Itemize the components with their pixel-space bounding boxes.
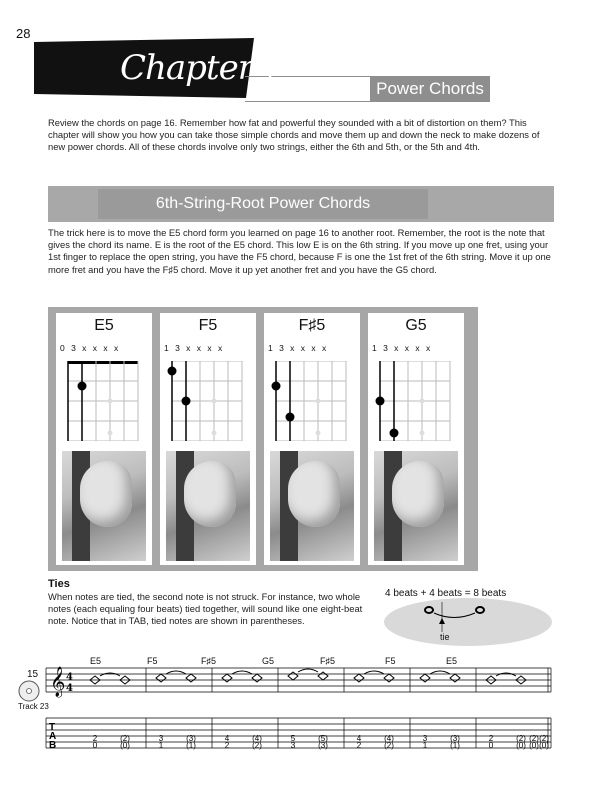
- measure-notes: [90, 669, 526, 684]
- example-number: 15: [27, 669, 39, 680]
- chord-name: F♯5: [298, 317, 326, 334]
- tab-number: 0: [488, 741, 494, 750]
- tab-number: (5): [318, 734, 328, 743]
- tab-number: 3: [290, 741, 296, 750]
- tab-label: T: [49, 722, 56, 733]
- chord-card-f5: [160, 313, 256, 565]
- section-title: 6th-String-Root Power Chords: [98, 189, 428, 219]
- hand-photo: [166, 451, 250, 561]
- tab-number: (3): [186, 734, 196, 743]
- tab-number: 2: [488, 734, 494, 743]
- tab-number: 5: [290, 734, 296, 743]
- tab-number: 2: [356, 741, 362, 750]
- tab-number: (0): [516, 741, 526, 750]
- chord-fingering: 0 3 x x x x: [60, 343, 121, 353]
- tab-number: 3: [158, 734, 164, 743]
- measure-chord-4: G5: [262, 656, 275, 666]
- tab-number: (2): [120, 734, 130, 743]
- measure-chord-3: F♯5: [201, 656, 217, 666]
- chord-diagram: [268, 361, 356, 441]
- tie-equation: 4 beats + 4 beats = 8 beats: [385, 588, 507, 599]
- measure-chord-2: F5: [147, 656, 158, 666]
- treble-clef: 𝄞: [50, 667, 66, 697]
- chord-card-g5: [368, 313, 464, 565]
- tab-number: 0: [92, 741, 98, 750]
- chord-card-fsharp5: [264, 313, 360, 565]
- chord-diagram: [60, 361, 148, 441]
- time-signature: 4: [66, 672, 73, 683]
- intro-paragraph: Review the chords on page 16. Remember how fat and powerful they sounded with a bit of distortion on them? This chapter will show you how you can take those simple chords and move them up and down the neck to make dozens of new power chords. All of these chords involve only two strings, either the 6th and 5th, or the 5th and 4th.: [48, 117, 540, 153]
- tab-number: (3): [318, 741, 328, 750]
- tab-number: (2): [384, 741, 394, 750]
- tab-number: (0): [529, 741, 539, 750]
- section-paragraph: The trick here is to move the E5 chord form you learned on page 16 to another root. Remember, the root is the note that gives the chord its name. E is the root of the E5 chord. This low E is on the 6th string. If you move up one fret, using your 1st finger to replace the open string, you have the F5 chord, because F is one the 1st fret of the 6th string. Move it up one more fret and you have the F♯5 chord. Move it up yet another fret and you have the G5 chord.: [48, 227, 551, 275]
- tab-number: (2): [252, 741, 262, 750]
- chord-fingering: 1 3 x x x x: [268, 343, 329, 353]
- tab-number: 4: [224, 734, 230, 743]
- hand-photo: [374, 451, 458, 561]
- chord-diagram: [164, 361, 252, 441]
- chord-diagram: [372, 361, 460, 441]
- chord-panel: [48, 307, 478, 571]
- chord-fingering: 1 3 x x x x: [372, 343, 433, 353]
- svg-text:A: A: [49, 731, 57, 742]
- tab-number: 2: [224, 741, 230, 750]
- tab-number: (4): [384, 734, 394, 743]
- svg-text:B: B: [49, 740, 57, 751]
- tab-number: (0): [539, 741, 549, 750]
- chord-card-e5: [56, 313, 152, 565]
- track-label: Track 23: [18, 702, 49, 711]
- ties-paragraph: When notes are tied, the second note is not struck. For instance, two whole notes (each equaling four beats) tied together, will sound like one eight-beat note. Notice that in TAB, tied notes are shown in parentheses.: [48, 591, 363, 627]
- section-banner: [48, 186, 554, 222]
- tab-number: 2: [92, 734, 98, 743]
- measure-chord-6: F5: [385, 656, 396, 666]
- tab-number: (2): [529, 734, 539, 743]
- page-number: 28: [16, 26, 31, 41]
- tab-number: 1: [158, 741, 164, 750]
- chord-name: G5: [405, 317, 427, 334]
- tab-number: (2): [539, 734, 549, 743]
- tab-number: (2): [516, 734, 526, 743]
- hand-photo: [270, 451, 354, 561]
- chord-fingering: 1 3 x x x x: [164, 343, 225, 353]
- chapter-title: Chapter 7: [120, 48, 284, 88]
- hand-photo: [62, 451, 146, 561]
- chapter-topic: Power Chords: [370, 76, 490, 102]
- tab-number: (0): [120, 741, 130, 750]
- tab-number: (1): [450, 741, 460, 750]
- measure-chord-7: E5: [446, 656, 458, 666]
- measure-chord-1: E5: [90, 656, 102, 666]
- measure-chord-5: F♯5: [320, 656, 336, 666]
- tie-illustration: [384, 598, 552, 646]
- svg-text:4: 4: [66, 683, 73, 694]
- tab-number: (1): [186, 741, 196, 750]
- tab-number: 1: [422, 741, 428, 750]
- tab-number: (4): [252, 734, 262, 743]
- ties-heading: Ties: [48, 578, 70, 590]
- tab-number: (3): [450, 734, 460, 743]
- chord-name: E5: [94, 317, 114, 334]
- tab-number: 4: [356, 734, 362, 743]
- chord-name: F5: [198, 317, 218, 334]
- music-staff: [16, 650, 556, 762]
- tab-number: 3: [422, 734, 428, 743]
- tie-label: tie: [440, 632, 450, 642]
